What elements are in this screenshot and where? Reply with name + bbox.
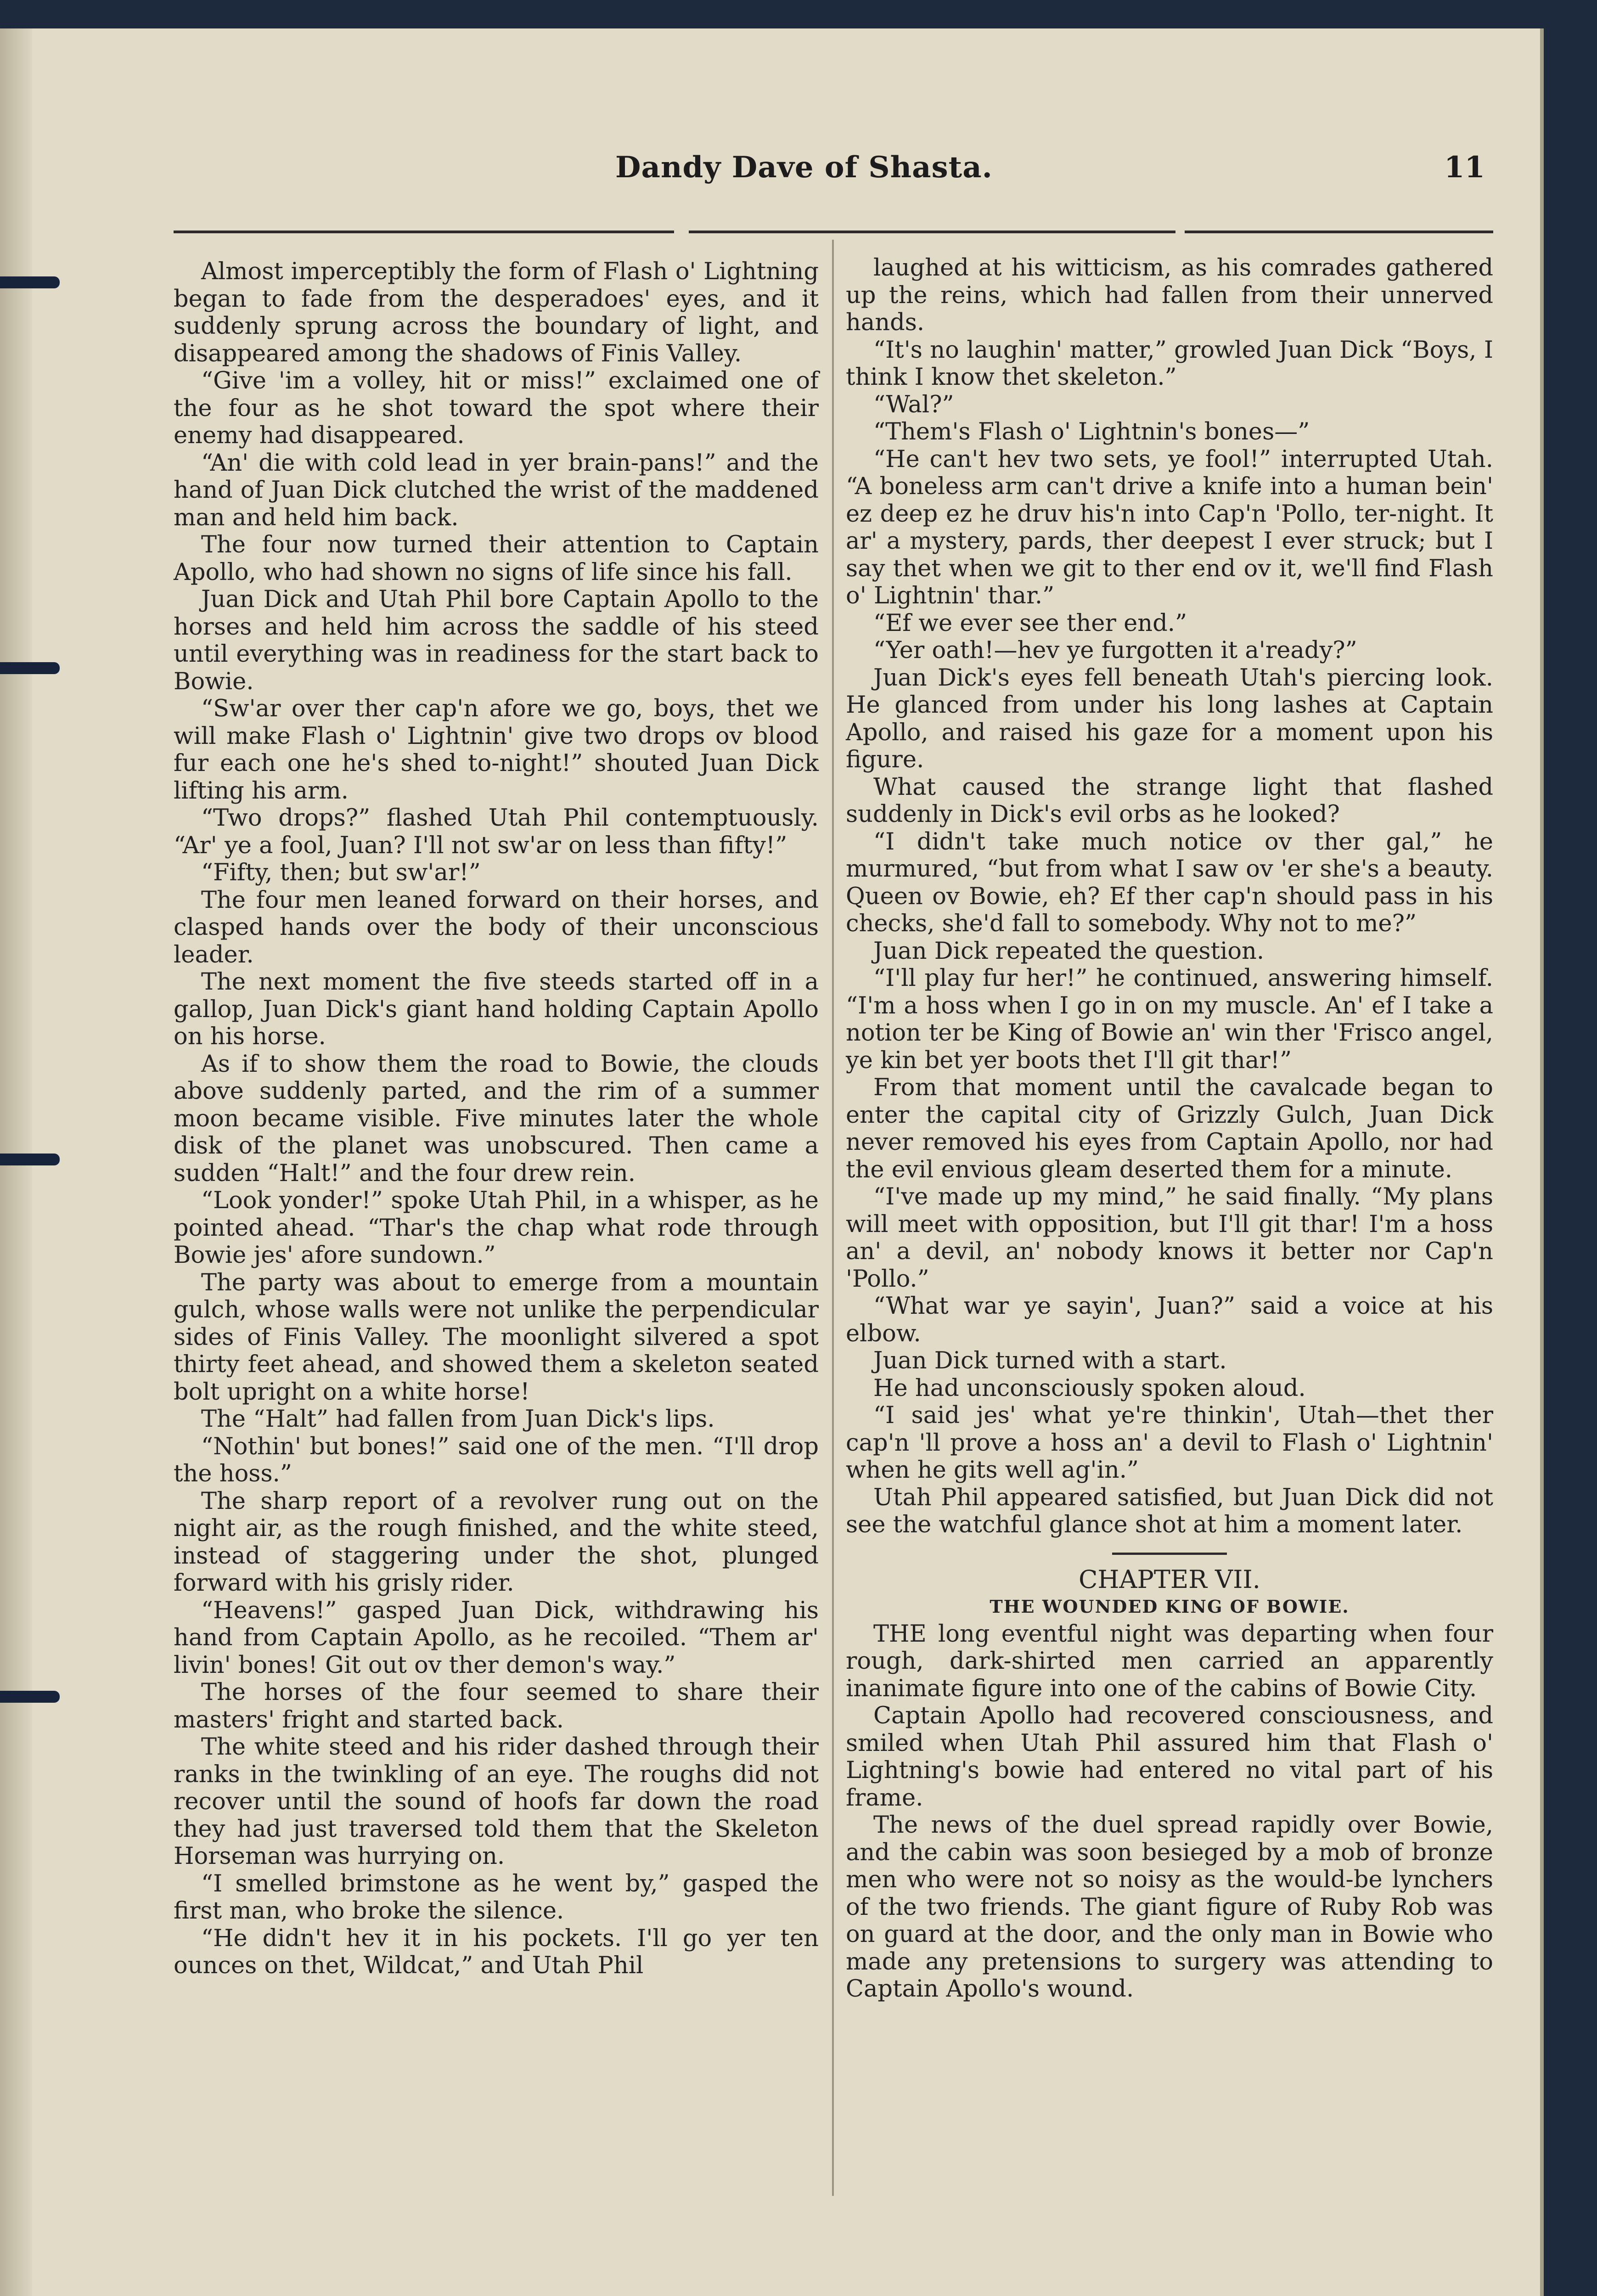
chapter-rule xyxy=(1112,1553,1227,1555)
paragraph: “He can't hev two sets, ye fool!” interrupted Utah. “A boneless arm can't drive a knife into a human bein' ez deep ez he druv his'n into Cap'n 'Pollo, ter-night. It ar' a mystery, pards, ther deepest I ever struck; but I say thet when we git to ther end ov it, we'll find Flash o' Lightnin' thar.” xyxy=(846,445,1493,609)
paragraph: “Yer oath!—hev ye furgotten it a'ready?” xyxy=(873,637,1357,664)
paragraph: “It's no laughin' matter,” growled Juan Dick “Boys, I think I know thet skeleton.” xyxy=(846,336,1493,391)
paragraph: THE long eventful night was departing when four rough, dark-shirted men carried an apparently inanimate figure into one of the cabins of Bowie City. xyxy=(846,1620,1493,1702)
paragraph: “What war ye sayin', Juan?” said a voice at his elbow. xyxy=(846,1293,1493,1347)
paragraph: The four now turned their attention to Captain Apollo, who had shown no signs of life since his fall. xyxy=(174,531,819,586)
book-page xyxy=(0,28,1544,2296)
paragraph: The horses of the four seemed to share their masters' fright and started back. xyxy=(174,1679,819,1733)
binding-stitch xyxy=(0,1154,60,1165)
paragraph: “I said jes' what ye're thinkin', Utah—thet ther cap'n 'll prove a hoss an' a devil to Flash o' Lightnin' when he gits well ag'in.” xyxy=(846,1402,1493,1484)
paragraph: “Sw'ar over ther cap'n afore we go, boys, thet we will make Flash o' Lightnin' give two drops ov blood fur each one he's shed to-night!” shouted Juan Dick lifting his arm. xyxy=(174,695,819,805)
paragraph: “I've made up my mind,” he said finally. “My plans will meet with opposition, but I'll git thar! I'm a hoss an' a devil, an' nobody knows it better nor Cap'n 'Pollo.” xyxy=(846,1183,1493,1293)
header-rule xyxy=(1185,231,1493,233)
right-column-text xyxy=(846,254,1493,1539)
paragraph: Juan Dick and Utah Phil bore Captain Apollo to the horses and held him across the saddle of his steed until everything was in readiness for the start back to Bowie. xyxy=(174,586,819,695)
binding-stitch xyxy=(0,662,60,674)
paragraph: “Wal?” xyxy=(873,391,954,418)
paragraph: “I didn't take much notice ov ther gal,” he murmured, “but from what I saw ov 'er she's a beauty. Queen ov Bowie, eh? Ef ther cap'n should pass in his checks, she'd fall to somebody. Why not to me?” xyxy=(846,828,1493,937)
paragraph: “Give 'im a volley, hit or miss!” exclaimed one of the four as he shot toward the spot where their enemy had disappeared. xyxy=(174,367,819,449)
paragraph: laughed at his witticism, as his comrades gathered up the reins, which had fallen from their unnerved hands. xyxy=(846,254,1493,336)
paragraph: Almost imperceptibly the form of Flash o' Lightning began to fade from the desperadoes' eyes, and it suddenly sprung across the boundary of light, and disappeared among the shadows of Finis Valley. xyxy=(174,258,819,367)
paragraph: The news of the duel spread rapidly over Bowie, and the cabin was soon besieged by a mob of bronze men who were not so noisy as the would-be lynchers of the two friends. The giant figure of Ruby Rob was on guard at the door, and the only man in Bowie who made any pretensions to surgery was attending to Captain Apollo's wound. xyxy=(846,1812,1493,2003)
paragraph: The four men leaned forward on their horses, and clasped hands over the body of their unconscious leader. xyxy=(174,886,819,968)
paragraph: The party was about to emerge from a mountain gulch, whose walls were not unlike the perpendicular sides of Finis Valley. The moonlight silvered a spot thirty feet ahead, and showed them a skeleton seated bolt upright on a white horse! xyxy=(174,1269,819,1406)
binding-stitch xyxy=(0,1691,60,1703)
paragraph: The “Halt” had fallen from Juan Dick's lips. xyxy=(201,1406,715,1433)
right-column xyxy=(846,254,1493,2003)
running-title: Dandy Dave of Shasta. xyxy=(615,150,993,185)
paragraph: As if to show them the road to Bowie, the clouds above suddenly parted, and the rim of a summer moon became visible. Five minutes later the whole disk of the planet was unobscured. Then came a sudden “Halt!” and the four drew rein. xyxy=(174,1050,819,1187)
paragraph: He had unconsciously spoken aloud. xyxy=(873,1374,1306,1402)
paragraph: Juan Dick's eyes fell beneath Utah's piercing look. He glanced from under his long lashes at Captain Apollo, and raised his gaze for a moment upon his figure. xyxy=(846,664,1493,773)
header-rule xyxy=(689,231,1175,233)
paragraph: “Ef we ever see ther end.” xyxy=(873,609,1187,637)
paragraph: “Nothin' but bones!” said one of the men. “I'll drop the hoss.” xyxy=(174,1433,819,1487)
paragraph: “Fifty, then; but sw'ar!” xyxy=(201,859,481,886)
paragraph: The next moment the five steeds started off in a gallop, Juan Dick's giant hand holding Captain Apollo on his horse. xyxy=(174,968,819,1050)
paragraph: The white steed and his rider dashed through their ranks in the twinkling of an eye. The roughs did not recover until the sound of hoofs far down the road they had just traversed told them that the Skeleton Horseman was hurrying on. xyxy=(174,1733,819,1870)
paragraph: “Two drops?” flashed Utah Phil contemptuously. “Ar' ye a fool, Juan? I'll not sw'ar on less than fifty!” xyxy=(174,805,819,859)
page-number: 11 xyxy=(1444,150,1485,185)
paragraph: “An' die with cold lead in yer brain-pans!” and the hand of Juan Dick clutched the wrist of the maddened man and held him back. xyxy=(174,449,819,531)
paragraph: “He didn't hev it in his pockets. I'll go yer ten ounces on thet, Wildcat,” and Utah Phil xyxy=(174,1925,819,1979)
header-rule xyxy=(174,231,674,233)
paragraph: “I smelled brimstone as he went by,” gasped the first man, who broke the silence. xyxy=(174,1870,819,1925)
paragraph: “Look yonder!” spoke Utah Phil, in a whisper, as he pointed ahead. “Thar's the chap what rode through Bowie jes' afore sundown.” xyxy=(174,1187,819,1269)
paragraph: From that moment until the cavalcade began to enter the capital city of Grizzly Gulch, Juan Dick never removed his eyes from Captain Apollo, nor had the evil envious gleam deserted them for a minute. xyxy=(846,1074,1493,1183)
binding-stitch xyxy=(0,276,60,288)
page-header xyxy=(615,150,1485,201)
chapter-text xyxy=(846,1621,1493,2003)
paragraph: Juan Dick turned with a start. xyxy=(873,1347,1227,1374)
paragraph: Juan Dick repeated the question. xyxy=(873,937,1265,965)
chapter-heading: CHAPTER VII. xyxy=(1079,1564,1260,1594)
chapter-subtitle: THE WOUNDED KING OF BOWIE. xyxy=(990,1596,1350,1617)
paragraph: Utah Phil appeared satisfied, but Juan Dick did not see the watchful glance shot at him a moment later. xyxy=(846,1484,1493,1538)
paragraph: The sharp report of a revolver rung out on the night air, as the rough finished, and the white steed, instead of staggering under the shot, plunged forward with his grisly rider. xyxy=(174,1487,819,1597)
paragraph: “I'll play fur her!” he continued, answering himself. “I'm a hoss when I go in on my muscle. An' ef I take a notion ter be King of Bowie an' win ther 'Frisco angel, ye kin bet yer boots thet I'll git thar!” xyxy=(846,965,1493,1074)
paragraph: Captain Apollo had recovered consciousness, and smiled when Utah Phil assured him that Flash o' Lightning's bowie had entered no vital part of his frame. xyxy=(846,1702,1493,1812)
column-divider xyxy=(832,240,834,2196)
paragraph: What caused the strange light that flashed suddenly in Dick's evil orbs as he looked? xyxy=(846,773,1493,828)
left-column xyxy=(174,258,819,1980)
paragraph: “Heavens!” gasped Juan Dick, withdrawing his hand from Captain Apollo, as he recoiled. “Them ar' livin' bones! Git out ov ther demon's way.” xyxy=(174,1597,819,1679)
paragraph: “Them's Flash o' Lightnin's bones—” xyxy=(873,418,1310,445)
